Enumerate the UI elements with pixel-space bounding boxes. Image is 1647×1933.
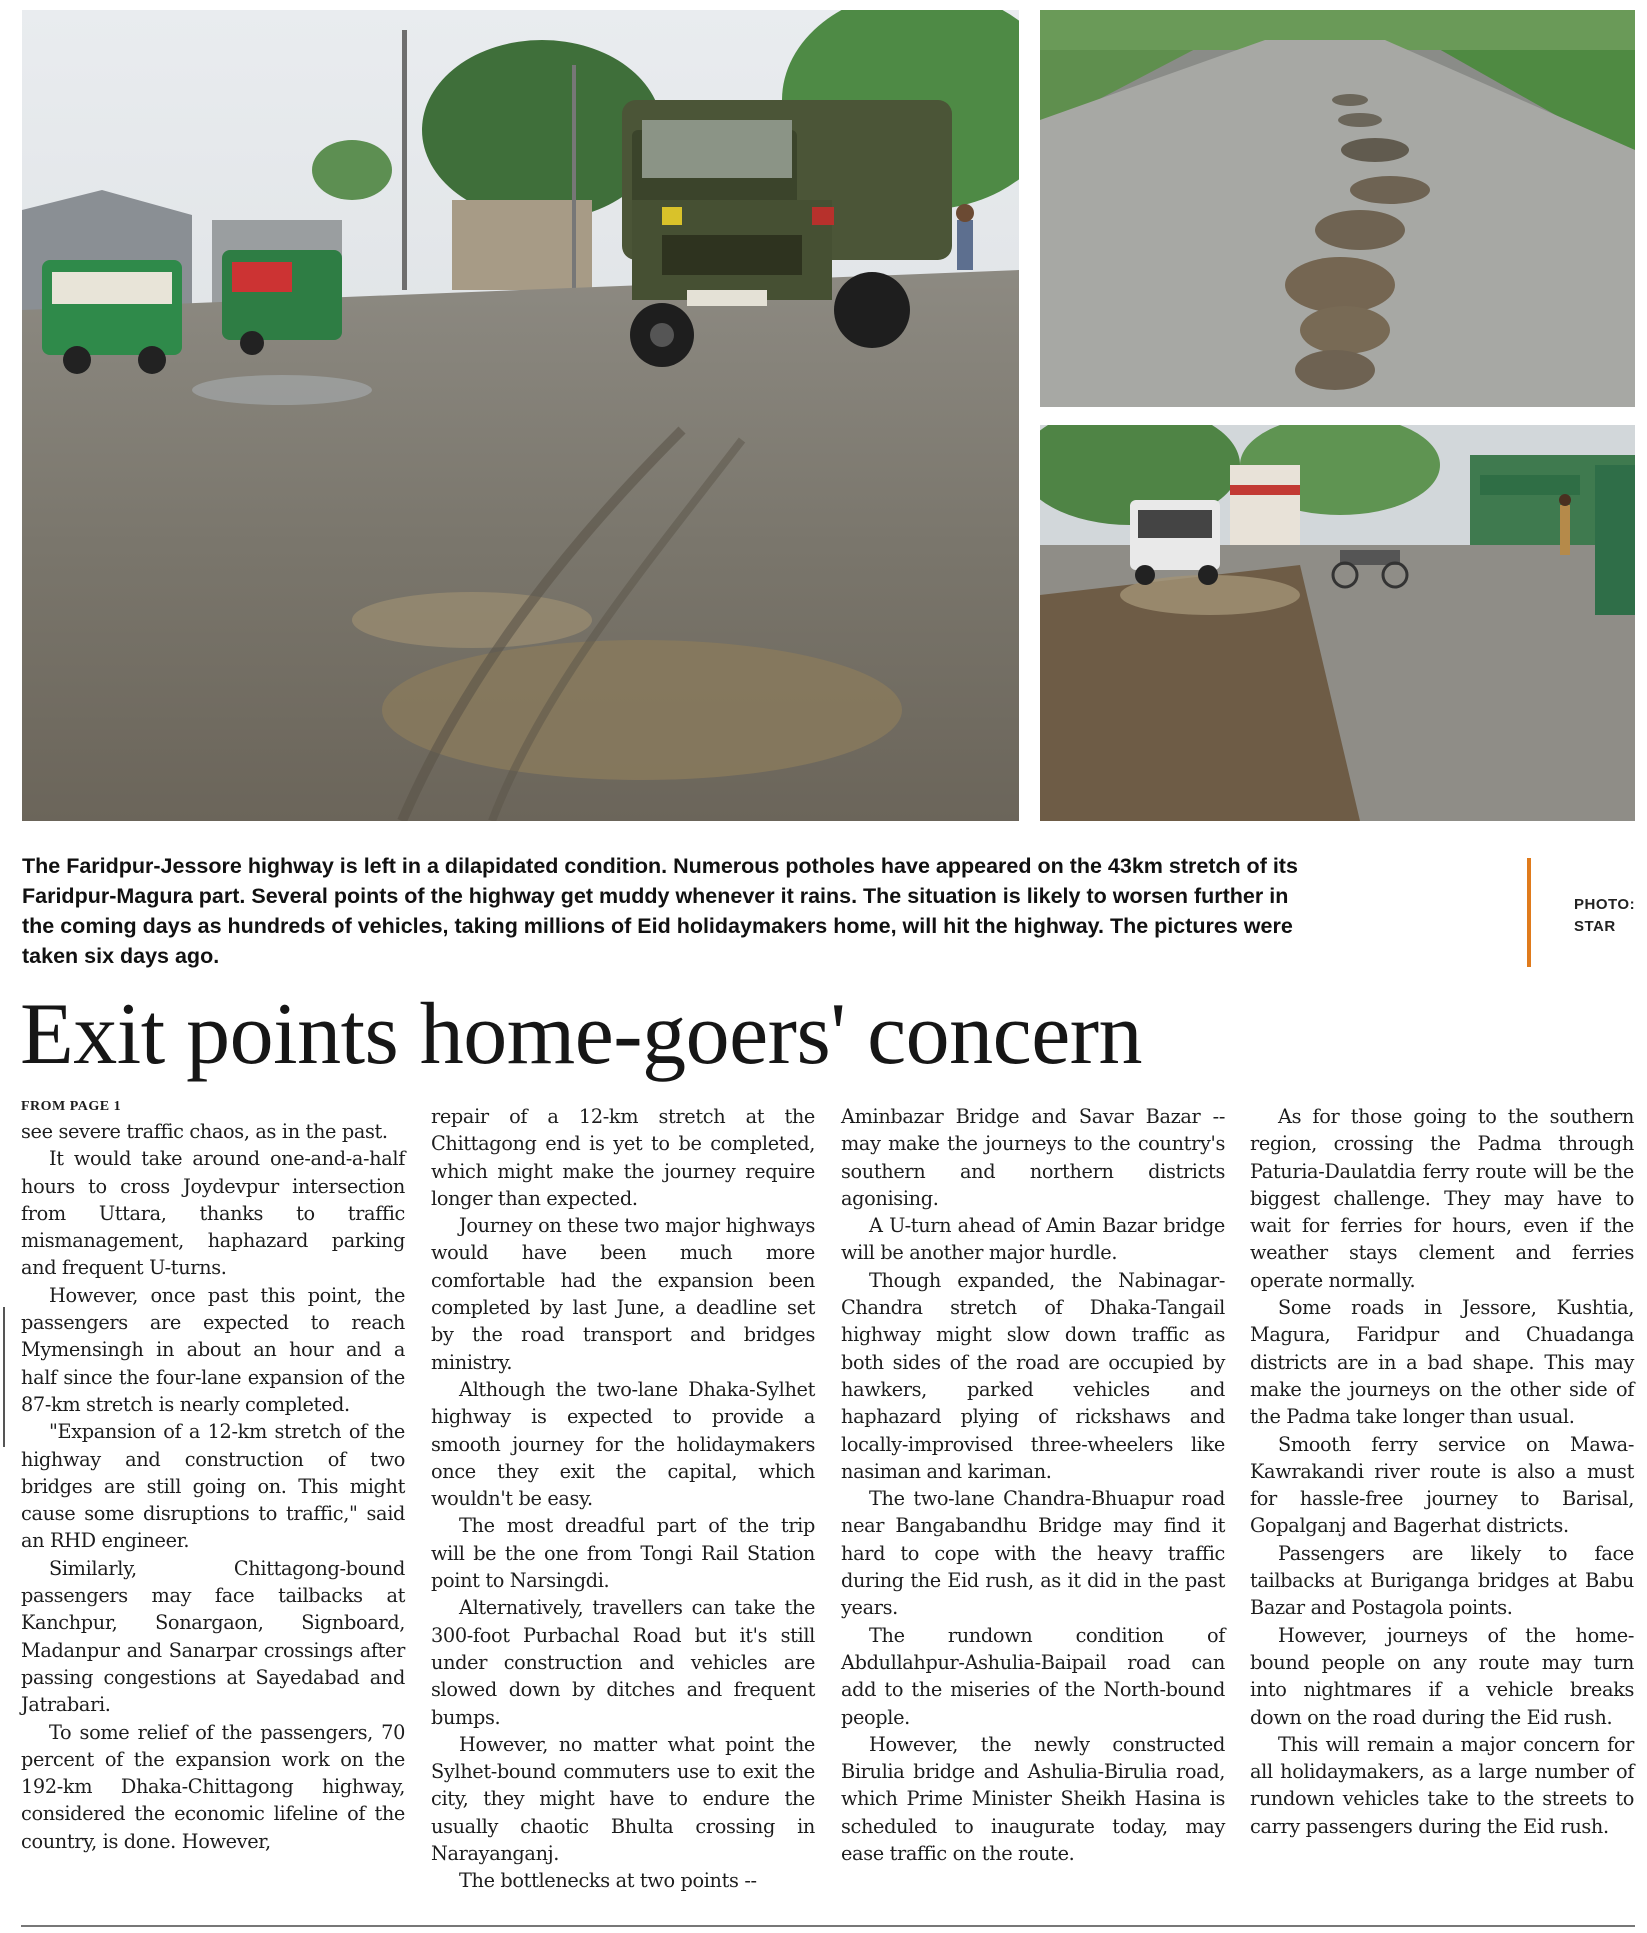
paragraph: Although the two-lane Dhaka-Sylhet highway is expected to provide a smooth journey for the holidaymakers once they exit the capital, which wouldn't be easy. xyxy=(431,1377,815,1511)
photo-credit-label: PHOTO: xyxy=(1574,896,1636,913)
paragraph: Some roads in Jessore, Kushtia, Magura, Faridpur and Chuadanga districts are in a bad shape. This may make the journeys on the other side of the Padma take longer than usual. xyxy=(1250,1296,1634,1429)
paragraph: see severe traffic chaos, as in the past. xyxy=(21,1120,388,1143)
column-rule xyxy=(3,1307,5,1447)
photo-caption: The Faridpur-Jessore highway is left in a dilapidated condition. Numerous potholes have appeared on the 43km stretch of its Faridpur-Magura part. Several points of the highway get muddy whenever it rains. The situation is likely to worsen further in the coming days as hundreds of vehicles, taking millions of Eid holidaymakers home, will hit the highway. The pictures were taken six days ago. xyxy=(22,854,1298,968)
paragraph: This will remain a major concern for all holidaymakers, as a large number of rundown vehicles take to the streets to carry passengers during the Eid rush. xyxy=(1250,1732,1634,1838)
photo-credit-source: STAR xyxy=(1574,918,1616,935)
paragraph: "Expansion of a 12-km stretch of the highway and construction of two bridges are still going on. This might cause some disruptions to traffic," said an RHD engineer. xyxy=(21,1420,405,1553)
paragraph: The rundown condition of Abdullahpur-Ashulia-Baipail road can add to the miseries of the North-bound people. xyxy=(841,1623,1225,1729)
paragraph: Aminbazar Bridge and Savar Bazar -- may make the journeys to the country's southern and northern districts agonising. xyxy=(841,1105,1225,1210)
article-column-1 xyxy=(21,1098,405,1855)
paragraph: The most dreadful part of the trip will be the one from Tongi Rail Station point to Narsingdi. xyxy=(431,1514,815,1593)
paragraph: It would take around one-and-a-half hours to cross Joydevpur intersection from Uttara, thanks to traffic mismanagement, haphazard parking and frequent U-turns. xyxy=(21,1147,405,1280)
paragraph: As for those going to the southern region, crossing the Padma through Paturia-Daulatdia ferry route will be the biggest challenge. They may have to wait for ferries for hours, even if the weather stays clement and ferries operate normally. xyxy=(1250,1105,1634,1292)
photo-credit xyxy=(1574,894,1635,938)
potholed-highway-photo xyxy=(1040,10,1635,407)
army-truck-muddy-road-photo xyxy=(22,10,1019,821)
paragraph: Passengers are likely to face tailbacks at Buriganga bridges at Babu Bazar and Postagola points. xyxy=(1250,1541,1634,1620)
paragraph: However, once past this point, the passengers are expected to reach Mymensingh in about an hour and a half since the four-lane expansion of the 87-km stretch is nearly completed. xyxy=(21,1283,405,1416)
article-column-3 xyxy=(841,1103,1225,1867)
jump-line: FROM PAGE 1 xyxy=(21,1099,122,1114)
paragraph: The two-lane Chandra-Bhuapur road near Bangabandhu Bridge may find it hard to cope with the heavy traffic during the Eid rush, as it did in the past years. xyxy=(841,1487,1225,1620)
paragraph: Similarly, Chittagong-bound passengers may face tailbacks at Kanchpur, Sonargaon, Signboard, Madanpur and Sanarpar crossings after passing congestions at Sayedabad and Jatrabari. xyxy=(21,1556,405,1717)
paragraph: Journey on these two major highways would have been much more comfortable had the expansion been completed by last June, a deadline set by the road transport and bridges ministry. xyxy=(431,1214,815,1374)
paragraph: A U-turn ahead of Amin Bazar bridge will be another major hurdle. xyxy=(841,1214,1225,1265)
muddy-market-road-photo xyxy=(1040,425,1635,821)
headline: Exit points home-goers' concern xyxy=(20,986,1143,1083)
paragraph: repair of a 12-km stretch at the Chittagong end is yet to be completed, which might make the journey require longer than expected. xyxy=(431,1105,815,1210)
paragraph: Smooth ferry service on Mawa-Kawrakandi river route is also a must for hassle-free journey to Barisal, Gopalganj and Bagerhat districts. xyxy=(1250,1432,1634,1538)
paragraph: Though expanded, the Nabinagar-Chandra stretch of Dhaka-Tangail highway might slow down traffic as both sides of the road are occupied by hawkers, parked vehicles and haphazard plying of rickshaws and locally-improvised three-wheelers like nasiman and kariman. xyxy=(841,1268,1225,1483)
article-column-4 xyxy=(1250,1103,1634,1840)
article-column-2 xyxy=(431,1103,815,1895)
paragraph: The bottlenecks at two points -- xyxy=(459,1869,757,1893)
credit-divider xyxy=(1527,858,1531,967)
bottom-rule xyxy=(21,1925,1635,1927)
paragraph: However, no matter what point the Sylhet-bound commuters use to exit the city, they might have to endure the usually chaotic Bhulta crossing in Narayanganj. xyxy=(431,1732,815,1866)
paragraph: However, journeys of the home-bound people on any route may turn into nightmares if a vehicle breaks down on the road during the Eid rush. xyxy=(1250,1623,1634,1729)
paragraph: However, the newly constructed Birulia bridge and Ashulia-Birulia road, which Prime Minister Sheikh Hasina is scheduled to inaugurate today, may ease traffic on the route. xyxy=(841,1732,1225,1866)
paragraph: To some relief of the passengers, 70 percent of the expansion work on the 192-km Dhaka-Chittagong highway, considered the economic lifeline of the country, is done. However, xyxy=(21,1720,405,1853)
paragraph: Alternatively, travellers can take the 300-foot Purbachal Road but it's still under construction and vehicles are slowed down by ditches and frequent bumps. xyxy=(431,1596,815,1729)
